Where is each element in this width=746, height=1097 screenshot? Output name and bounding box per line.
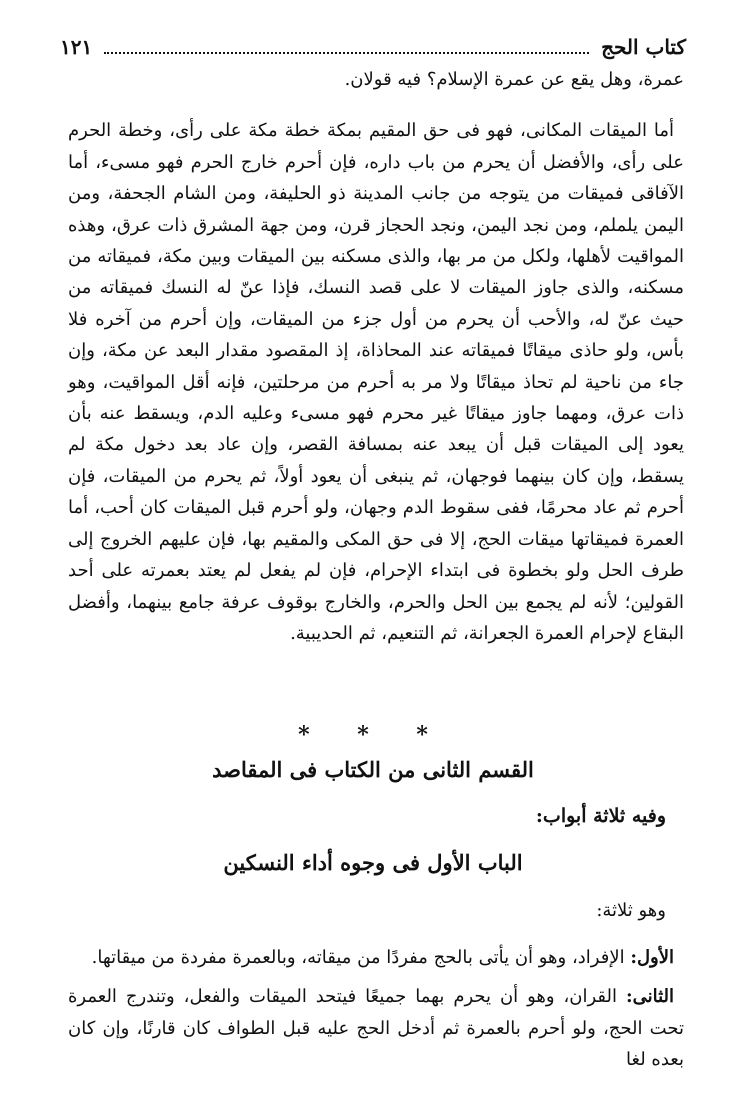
second-type-text: القران، وهو أن يحرم بهما جميعًا فيتحد الميقات والفعل، وتندرج العمرة تحت الحج، ولو أحرم بالعمرة ثم أدخل الحج عليه قبل الطواف كان قارنًا، وإن كان بعده لغا [68, 986, 684, 1071]
running-header [60, 30, 686, 64]
intro-line: عمرة، وهل يقع عن عمرة الإسلام؟ فيه قولان. [344, 69, 684, 90]
header-dot-leader [104, 52, 589, 54]
section-heading: القسم الثانى من الكتاب فى المقاصد [212, 757, 534, 782]
section-divider-stars: * * * [298, 722, 448, 748]
first-type-paragraph [68, 942, 684, 973]
section-subheading: وفيه ثلاثة أبواب: [535, 805, 666, 827]
first-type-label: الأول: [630, 947, 674, 968]
chapter-text-block [68, 942, 684, 1084]
chapter-heading: الباب الأول فى وجوه أداء النسكين [223, 850, 523, 875]
page-number: ١٢١ [60, 35, 93, 59]
second-type-paragraph [68, 981, 684, 1075]
miqat-paragraph: أما الميقات المكانى، فهو فى حق المقيم بمكة خطة مكة على رأى، وخطة الحرم على رأى، والأفضل أن يحرم من باب داره، فإن أحرم خارج الحرم فهو مسىء، أما الآفاقى فميقات من يتوجه من جانب المدينة ذو الحليفة، ومن الشام الجحفة، ومن اليمن يلملم، ومن نجد اليمن، ونجد الحجاز قرن، ومن جهة المشرق ذات عرق، وهذه المواقيت لأهلها، ولكل من مر بها، والذى مسكنه بين الميقات وبين مكة، فميقاته من مسكنه، والذى جاوز الميقات لا على قصد النسك، فإذا عنّ له النسك فميقاته من حيث عنّ له، والأحب أن يحرم من أول جزء من الميقات، وإن أحرم من آخره فلا بأس، ولو حاذى ميقاتًا فميقاته عند المحاذاة، إذ المقصود مقدار البعد عن مكة، وإن جاء من ناحية لم تحاذ ميقاتًا ولا مر به أحرم من مرحلتين، فإنه أقل المواقيت، وهو ذات عرق، ومهما جاوز ميقاتًا غير محرم فهو مسىء وعليه الدم، ويسقط عنه بأن يعود إلى الميقات قبل أن يبعد عنه بمسافة القصر، وإن عاد بعد دخول مكة لم يسقط، وإن كان بينهما فوجهان، ثم ينبغى أن يعود أولاً، ثم يحرم من الميقات، فإن أحرم ثم عاد محرمًا، ففى سقوط الدم وجهان، ولو أحرم قبل الميقات كان أحب، أما العمرة فميقاتها ميقات الحج، إلا فى حق المكى والمقيم بها، فإن عليهم الخروج إلى طرف الحل ولو بخطوة فى ابتداء الإحرام، فإن لم يفعل لم يعتد بعمرته على أحد القولين؛ لأنه لم يجمع بين الحل والحرم، والخارج بوقوف عرفة جامع بينهما، وأفضل البقاع لإحرام العمرة الجعرانة، ثم التنعيم، ثم الحديبية. [68, 120, 684, 644]
running-title: كتاب الحج [601, 35, 686, 59]
second-type-label: الثانى: [625, 986, 674, 1008]
first-type-text: الإفراد، وهو أن يأتى بالحج مفردًا من ميقاته، وبالعمرة مفردة من ميقاتها. [91, 947, 631, 968]
main-text-block [68, 64, 684, 649]
chapter-subheading: وهو ثلاثة: [596, 900, 666, 921]
